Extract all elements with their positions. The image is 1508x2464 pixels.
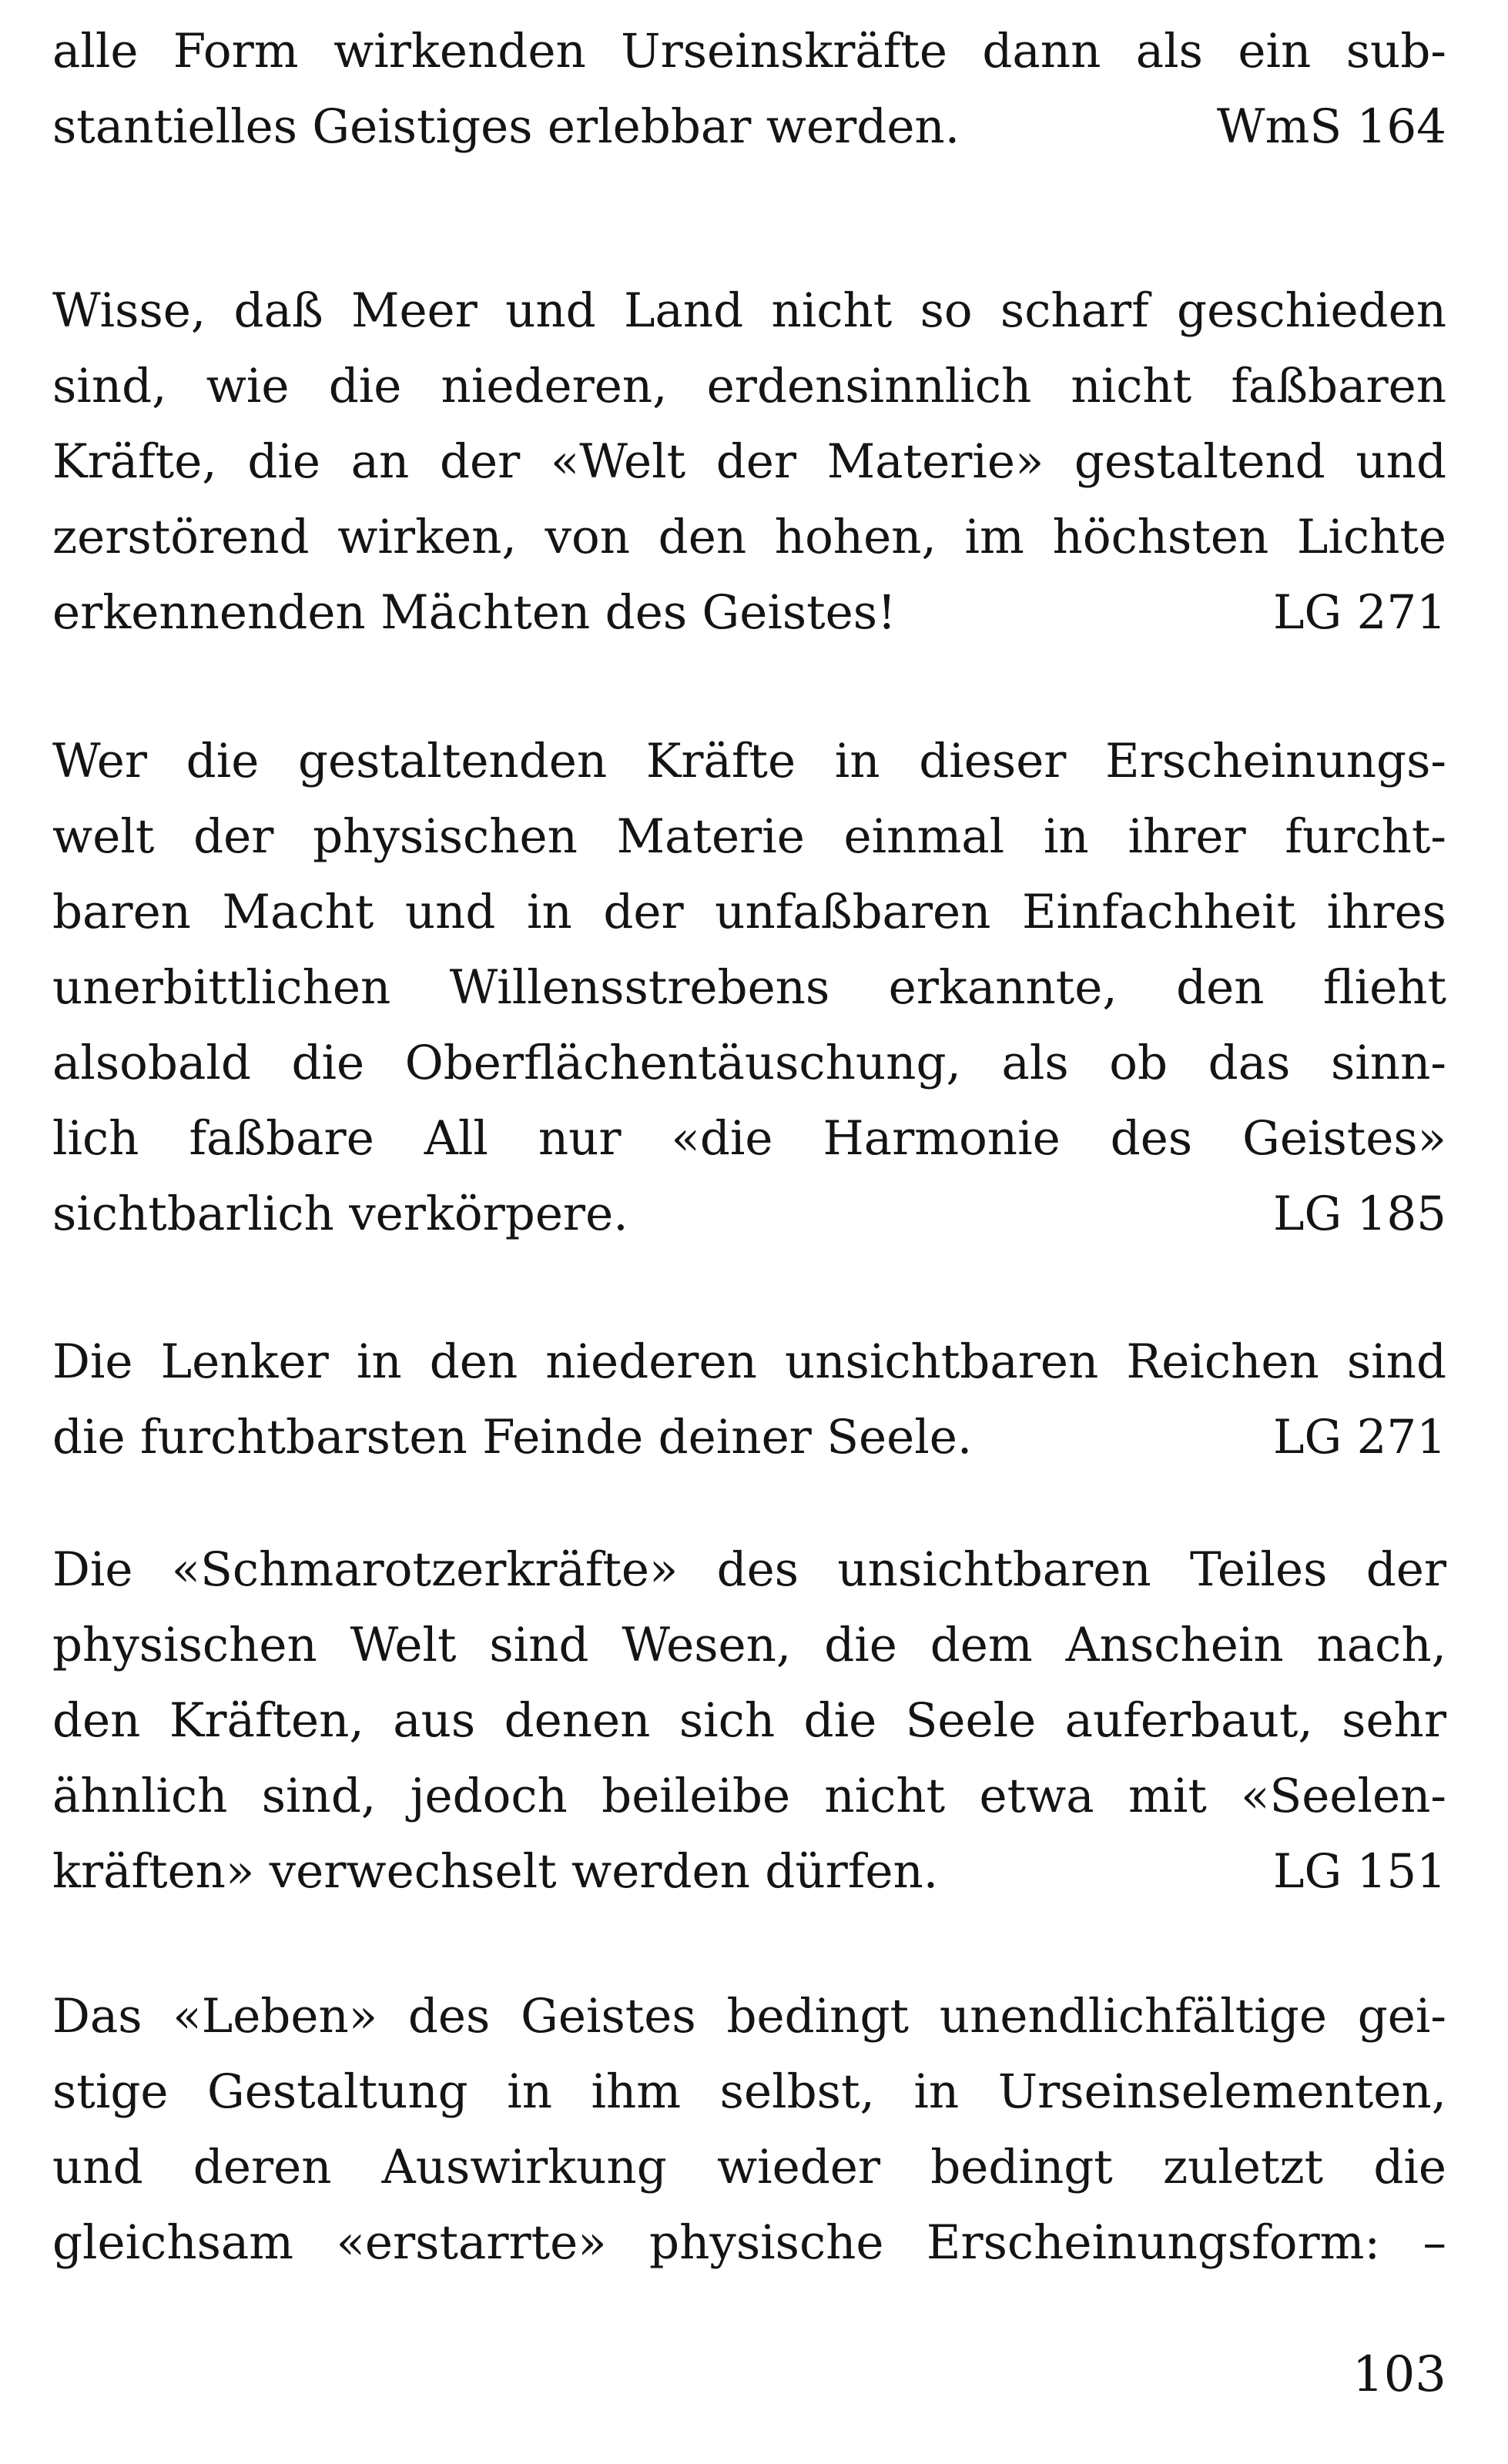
source-reference: LG 271 xyxy=(1272,585,1446,640)
quote-passage xyxy=(52,1532,1446,1910)
passage-line: lich faßbare All nur «die Harmonie des Geistes» xyxy=(52,1111,1446,1166)
passage-line: erkennenden Mächten des Geistes! xyxy=(52,585,896,640)
passage-line: Die Lenker in den niederen unsichtbaren Reichen sind xyxy=(52,1334,1446,1389)
quote-passage xyxy=(52,1324,1446,1475)
passage-line: stantielles Geistiges erlebbar werden. xyxy=(52,99,960,154)
passage-line: kräften» verwechselt werden dürfen. xyxy=(52,1844,939,1899)
source-reference: WmS 164 xyxy=(1216,99,1446,154)
passage-line: ähnlich sind, jedoch beileibe nicht etwa mit «Seelen- xyxy=(52,1769,1446,1823)
passage-line: den Kräften, aus denen sich die Seele auferbaut, sehr xyxy=(52,1693,1446,1748)
passage-line: unerbittlichen Willensstrebens erkannte, den flieht xyxy=(52,960,1446,1015)
quote-passage xyxy=(52,724,1446,1252)
passage-line: und deren Auswirkung wieder bedingt zuletzt die xyxy=(52,2140,1446,2194)
passage-line: zerstörend wirken, von den hohen, im höchsten Lichte xyxy=(52,510,1446,564)
passage-line: alsobald die Oberflächentäuschung, als ob das sinn- xyxy=(52,1036,1446,1090)
passage-line: gleichsam «erstarrte» physische Erscheinungsform: – xyxy=(52,2215,1446,2270)
quote-passage xyxy=(52,1979,1446,2281)
source-reference: LG 151 xyxy=(1272,1844,1446,1899)
passage-line: Wisse, daß Meer und Land nicht so scharf geschieden xyxy=(52,283,1446,338)
source-reference: LG 185 xyxy=(1272,1187,1446,1241)
passage-line: Kräfte, die an der «Welt der Materie» gestaltend und xyxy=(52,434,1446,489)
quote-passage xyxy=(52,273,1446,651)
passage-line: Die «Schmarotzerkräfte» des unsichtbaren Teiles der xyxy=(52,1542,1446,1597)
passage-line: Wer die gestaltenden Kräfte in dieser Erscheinungs- xyxy=(52,734,1446,788)
page-number: 103 xyxy=(1352,2346,1446,2403)
quote-passage xyxy=(52,14,1446,165)
passage-line: alle Form wirkenden Urseinskräfte dann als ein sub- xyxy=(52,24,1446,79)
passage-line: stige Gestaltung in ihm selbst, in Urseinselementen, xyxy=(52,2064,1446,2119)
source-reference: LG 271 xyxy=(1272,1410,1446,1465)
passage-line: physischen Welt sind Wesen, die dem Anschein nach, xyxy=(52,1618,1446,1672)
passage-line: sichtbarlich verkörpere. xyxy=(52,1187,628,1241)
passage-line: Das «Leben» des Geistes bedingt unendlichfältige gei- xyxy=(52,1989,1446,2044)
passage-line: sind, wie die niederen, erdensinnlich nicht faßbaren xyxy=(52,359,1446,413)
passage-line: baren Macht und in der unfaßbaren Einfachheit ihres xyxy=(52,885,1446,939)
passage-line: welt der physischen Materie einmal in ihrer furcht- xyxy=(52,809,1446,864)
passage-line: die furchtbarsten Feinde deiner Seele. xyxy=(52,1410,973,1465)
